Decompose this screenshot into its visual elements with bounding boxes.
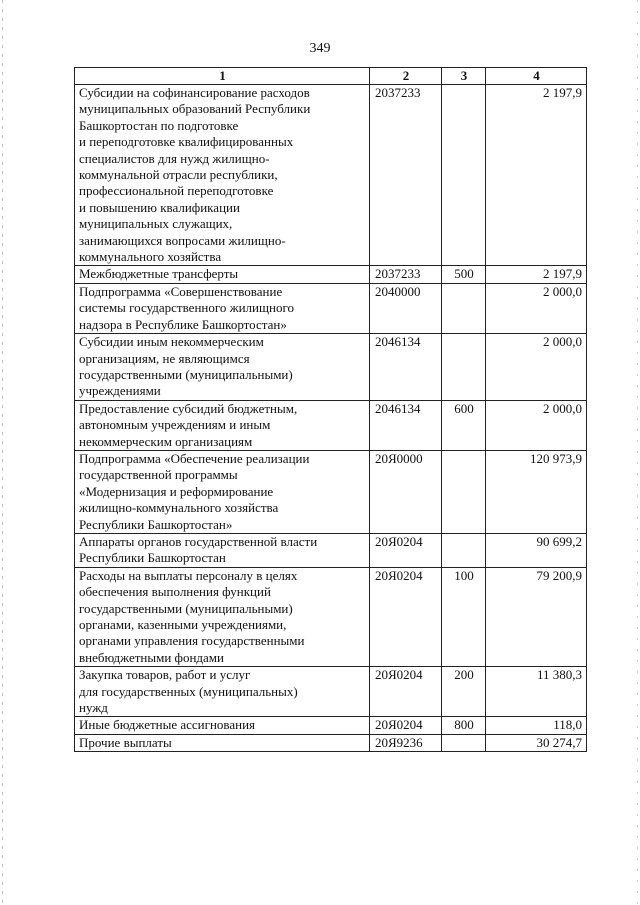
header-col-1: 1 xyxy=(75,68,370,85)
table-body xyxy=(75,85,587,752)
table-row xyxy=(75,283,587,333)
table-row xyxy=(75,85,587,266)
scan-edge-right xyxy=(637,0,638,905)
row-name: Предоставление субсидий бюджетным, автономным учреждениям и иным некоммерческим организациям xyxy=(75,400,370,450)
row-name: Подпрограмма «Совершенствование системы государственного жилищного надзора в Республике Башкортостан» xyxy=(75,283,370,333)
row-amount: 2 197,9 xyxy=(486,266,587,283)
row-name: Субсидии иным некоммерческим организациям, не являющимся государственными (муниципальными) учреждениями xyxy=(75,334,370,401)
row-code: 20Я0204 xyxy=(370,533,442,567)
row-code: 20Я0204 xyxy=(370,667,442,717)
row-kind xyxy=(442,283,486,333)
header-col-4: 4 xyxy=(486,68,587,85)
row-amount: 2 000,0 xyxy=(486,334,587,401)
scan-edge-left xyxy=(2,0,3,905)
header-col-3: 3 xyxy=(442,68,486,85)
table-row xyxy=(75,717,587,734)
row-amount: 2 000,0 xyxy=(486,283,587,333)
table-row xyxy=(75,533,587,567)
row-amount: 30 274,7 xyxy=(486,734,587,751)
row-kind xyxy=(442,734,486,751)
row-kind: 800 xyxy=(442,717,486,734)
row-name: Межбюджетные трансферты xyxy=(75,266,370,283)
table-row xyxy=(75,334,587,401)
header-col-2: 2 xyxy=(370,68,442,85)
row-name: Иные бюджетные ассигнования xyxy=(75,717,370,734)
row-code: 2037233 xyxy=(370,85,442,266)
budget-table xyxy=(74,67,587,752)
row-amount: 11 380,3 xyxy=(486,667,587,717)
row-kind xyxy=(442,334,486,401)
table-row xyxy=(75,567,587,666)
row-code: 2046134 xyxy=(370,334,442,401)
table-row xyxy=(75,734,587,751)
row-code: 2046134 xyxy=(370,400,442,450)
row-amount: 2 000,0 xyxy=(486,400,587,450)
row-code: 20Я0000 xyxy=(370,450,442,533)
table-row xyxy=(75,450,587,533)
row-code: 2037233 xyxy=(370,266,442,283)
table-row xyxy=(75,667,587,717)
row-kind xyxy=(442,85,486,266)
row-name: Подпрограмма «Обеспечение реализации государственной программы «Модернизация и реформирование жилищно-коммунального хозяйства Республики Башкортостан» xyxy=(75,450,370,533)
table-row xyxy=(75,266,587,283)
header-row xyxy=(75,68,587,85)
row-amount: 120 973,9 xyxy=(486,450,587,533)
row-kind xyxy=(442,533,486,567)
row-name: Аппараты органов государственной власти Республики Башкортостан xyxy=(75,533,370,567)
table-row xyxy=(75,400,587,450)
row-amount: 79 200,9 xyxy=(486,567,587,666)
row-amount: 118,0 xyxy=(486,717,587,734)
row-kind: 500 xyxy=(442,266,486,283)
row-code: 20Я0204 xyxy=(370,567,442,666)
row-code: 20Я0204 xyxy=(370,717,442,734)
row-name: Субсидии на софинансирование расходов муниципальных образований Республики Башкортостан по подготовке и переподготовке квалифицированных специалистов для нужд жилищно- коммунальной отрасли республики, профессиональной переподготовке и повышению квалификации муниципальных служащих, занимающихся вопросами жилищно- коммунального хозяйства xyxy=(75,85,370,266)
row-amount: 90 699,2 xyxy=(486,533,587,567)
row-name: Закупка товаров, работ и услуг для государственных (муниципальных) нужд xyxy=(75,667,370,717)
row-kind: 600 xyxy=(442,400,486,450)
table-header xyxy=(75,68,587,85)
row-amount: 2 197,9 xyxy=(486,85,587,266)
row-kind xyxy=(442,450,486,533)
row-name: Прочие выплаты xyxy=(75,734,370,751)
row-name: Расходы на выплаты персоналу в целях обеспечения выполнения функций государственными (муниципальными) органами, казенными учреждениями, органами управления государственными внебюджетными фондами xyxy=(75,567,370,666)
row-kind: 200 xyxy=(442,667,486,717)
row-code: 20Я9236 xyxy=(370,734,442,751)
row-code: 2040000 xyxy=(370,283,442,333)
page-number: 349 xyxy=(309,41,331,56)
row-kind: 100 xyxy=(442,567,486,666)
